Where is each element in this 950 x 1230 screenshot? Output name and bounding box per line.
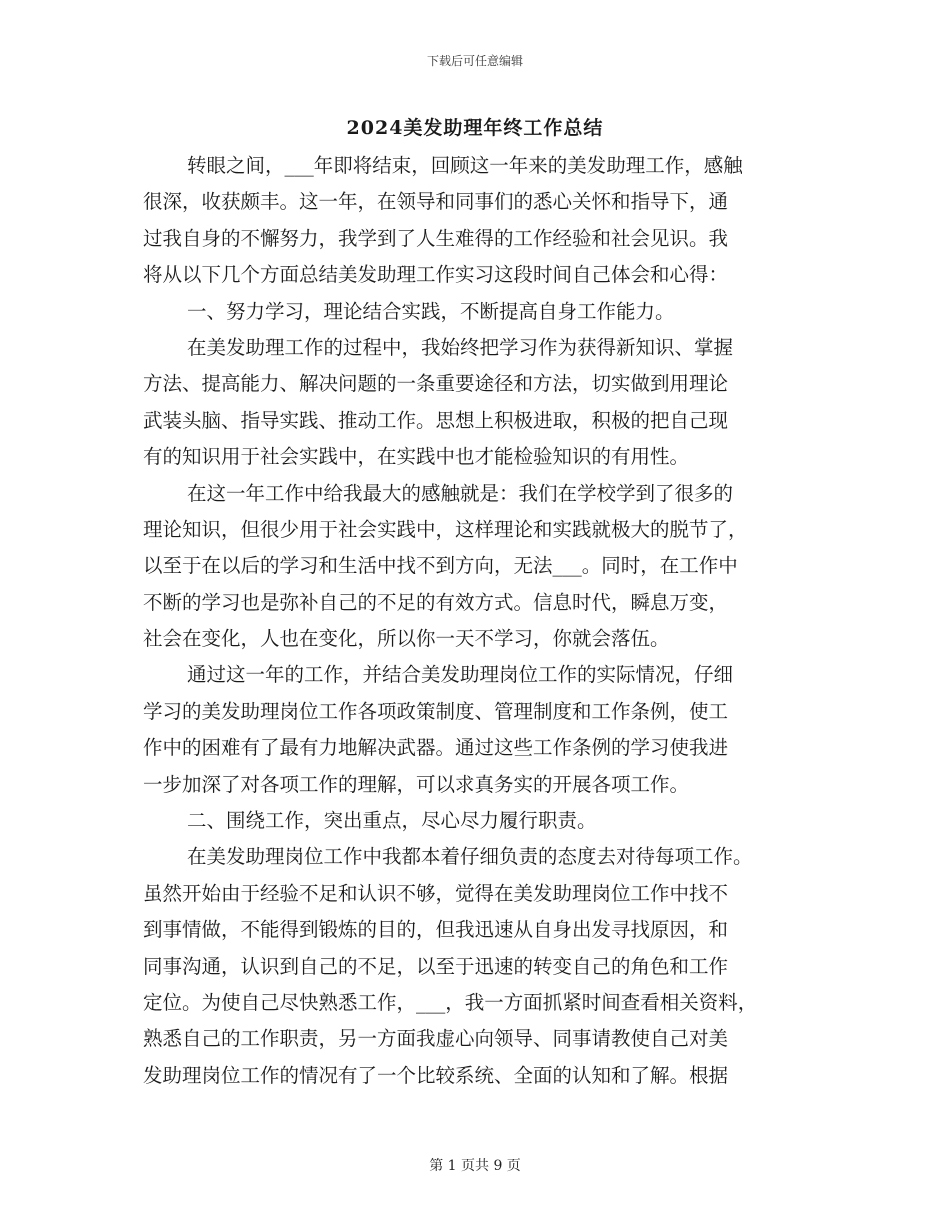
body-text-line: 以至于在以后的学习和生活中找不到方向，无法___。同时，在工作中 [143, 554, 738, 578]
document-title: 2024美发助理年终工作总结 [346, 117, 604, 139]
body-text-line: 一、努力学习，理论结合实践，不断提高自身工作能力。 [187, 299, 675, 323]
body-text-line: 作中的困难有了最有力地解决武器。通过这些工作条例的学习使我进 [143, 736, 729, 760]
body-text-line: 学习的美发助理岗位工作各项政策制度、管理制度和工作条例，使工 [143, 699, 729, 723]
body-text-line: 一步加深了对各项工作的理解，可以求真务实的开展各项工作。 [143, 772, 690, 796]
page-header: 下载后可任意编辑 [426, 54, 523, 68]
document-body [143, 148, 803, 1094]
body-text-line: 到事情做，不能得到锻炼的目的，但我迅速从自身出发寻找原因，和 [143, 918, 729, 942]
body-text-line: 在这一年工作中给我最大的感触就是：我们在学校学到了很多的 [187, 481, 734, 505]
body-text-line: 定位。为使自己尽快熟悉工作，___，我一方面抓紧时间查看相关资料， [143, 990, 758, 1014]
body-text-line: 武装头脑、指导实践、推动工作。思想上积极进取，积极的把自己现 [143, 408, 729, 432]
body-text-line: 虽然开始由于经验不足和认识不够，觉得在美发助理岗位工作中找不 [143, 881, 729, 905]
body-text-line: 在美发助理岗位工作中我都本着仔细负责的态度去对待每项工作。 [187, 845, 753, 869]
body-text-line: 同事沟通，认识到自己的不足，以至于迅速的转变自己的角色和工作 [143, 954, 729, 978]
page-footer: 第 1 页共 9 页 [429, 1158, 521, 1174]
body-text-line: 有的知识用于社会实践中，在实践中也才能检验知识的有用性。 [143, 445, 690, 469]
body-text-line: 不断的学习也是弥补自己的不足的有效方式。信息时代，瞬息万变， [143, 590, 729, 614]
body-text-line: 很深，收获颇丰。这一年，在领导和同事们的悉心关怀和指导下，通 [143, 190, 729, 214]
body-text-line: 社会在变化，人也在变化，所以你一天不学习，你就会落伍。 [143, 627, 670, 651]
body-text-line: 通过这一年的工作，并结合美发助理岗位工作的实际情况，仔细 [187, 663, 734, 687]
body-text-line: 熟悉自己的工作职责，另一方面我虚心向领导、同事请教使自己对美 [143, 1027, 729, 1051]
body-text-line: 过我自身的不懈努力，我学到了人生难得的工作经验和社会见识。我 [143, 226, 729, 250]
body-text-line: 发助理岗位工作的情况有了一个比较系统、全面的认知和了解。根据 [143, 1063, 729, 1087]
body-text-line: 在美发助理工作的过程中，我始终把学习作为获得新知识、掌握 [187, 335, 734, 359]
body-text-line: 转眼之间，___年即将结束，回顾这一年来的美发助理工作，感触 [187, 154, 743, 177]
body-text-line: 方法、提高能力、解决问题的一条重要途径和方法，切实做到用理论 [143, 372, 729, 396]
body-text-line: 二、围绕工作，突出重点，尽心尽力履行职责。 [187, 809, 597, 833]
body-text-line: 理论知识，但很少用于社会实践中，这样理论和实践就极大的脱节了， [143, 517, 748, 541]
body-text-line: 将从以下几个方面总结美发助理工作实习这段时间自己体会和心得： [143, 263, 729, 287]
